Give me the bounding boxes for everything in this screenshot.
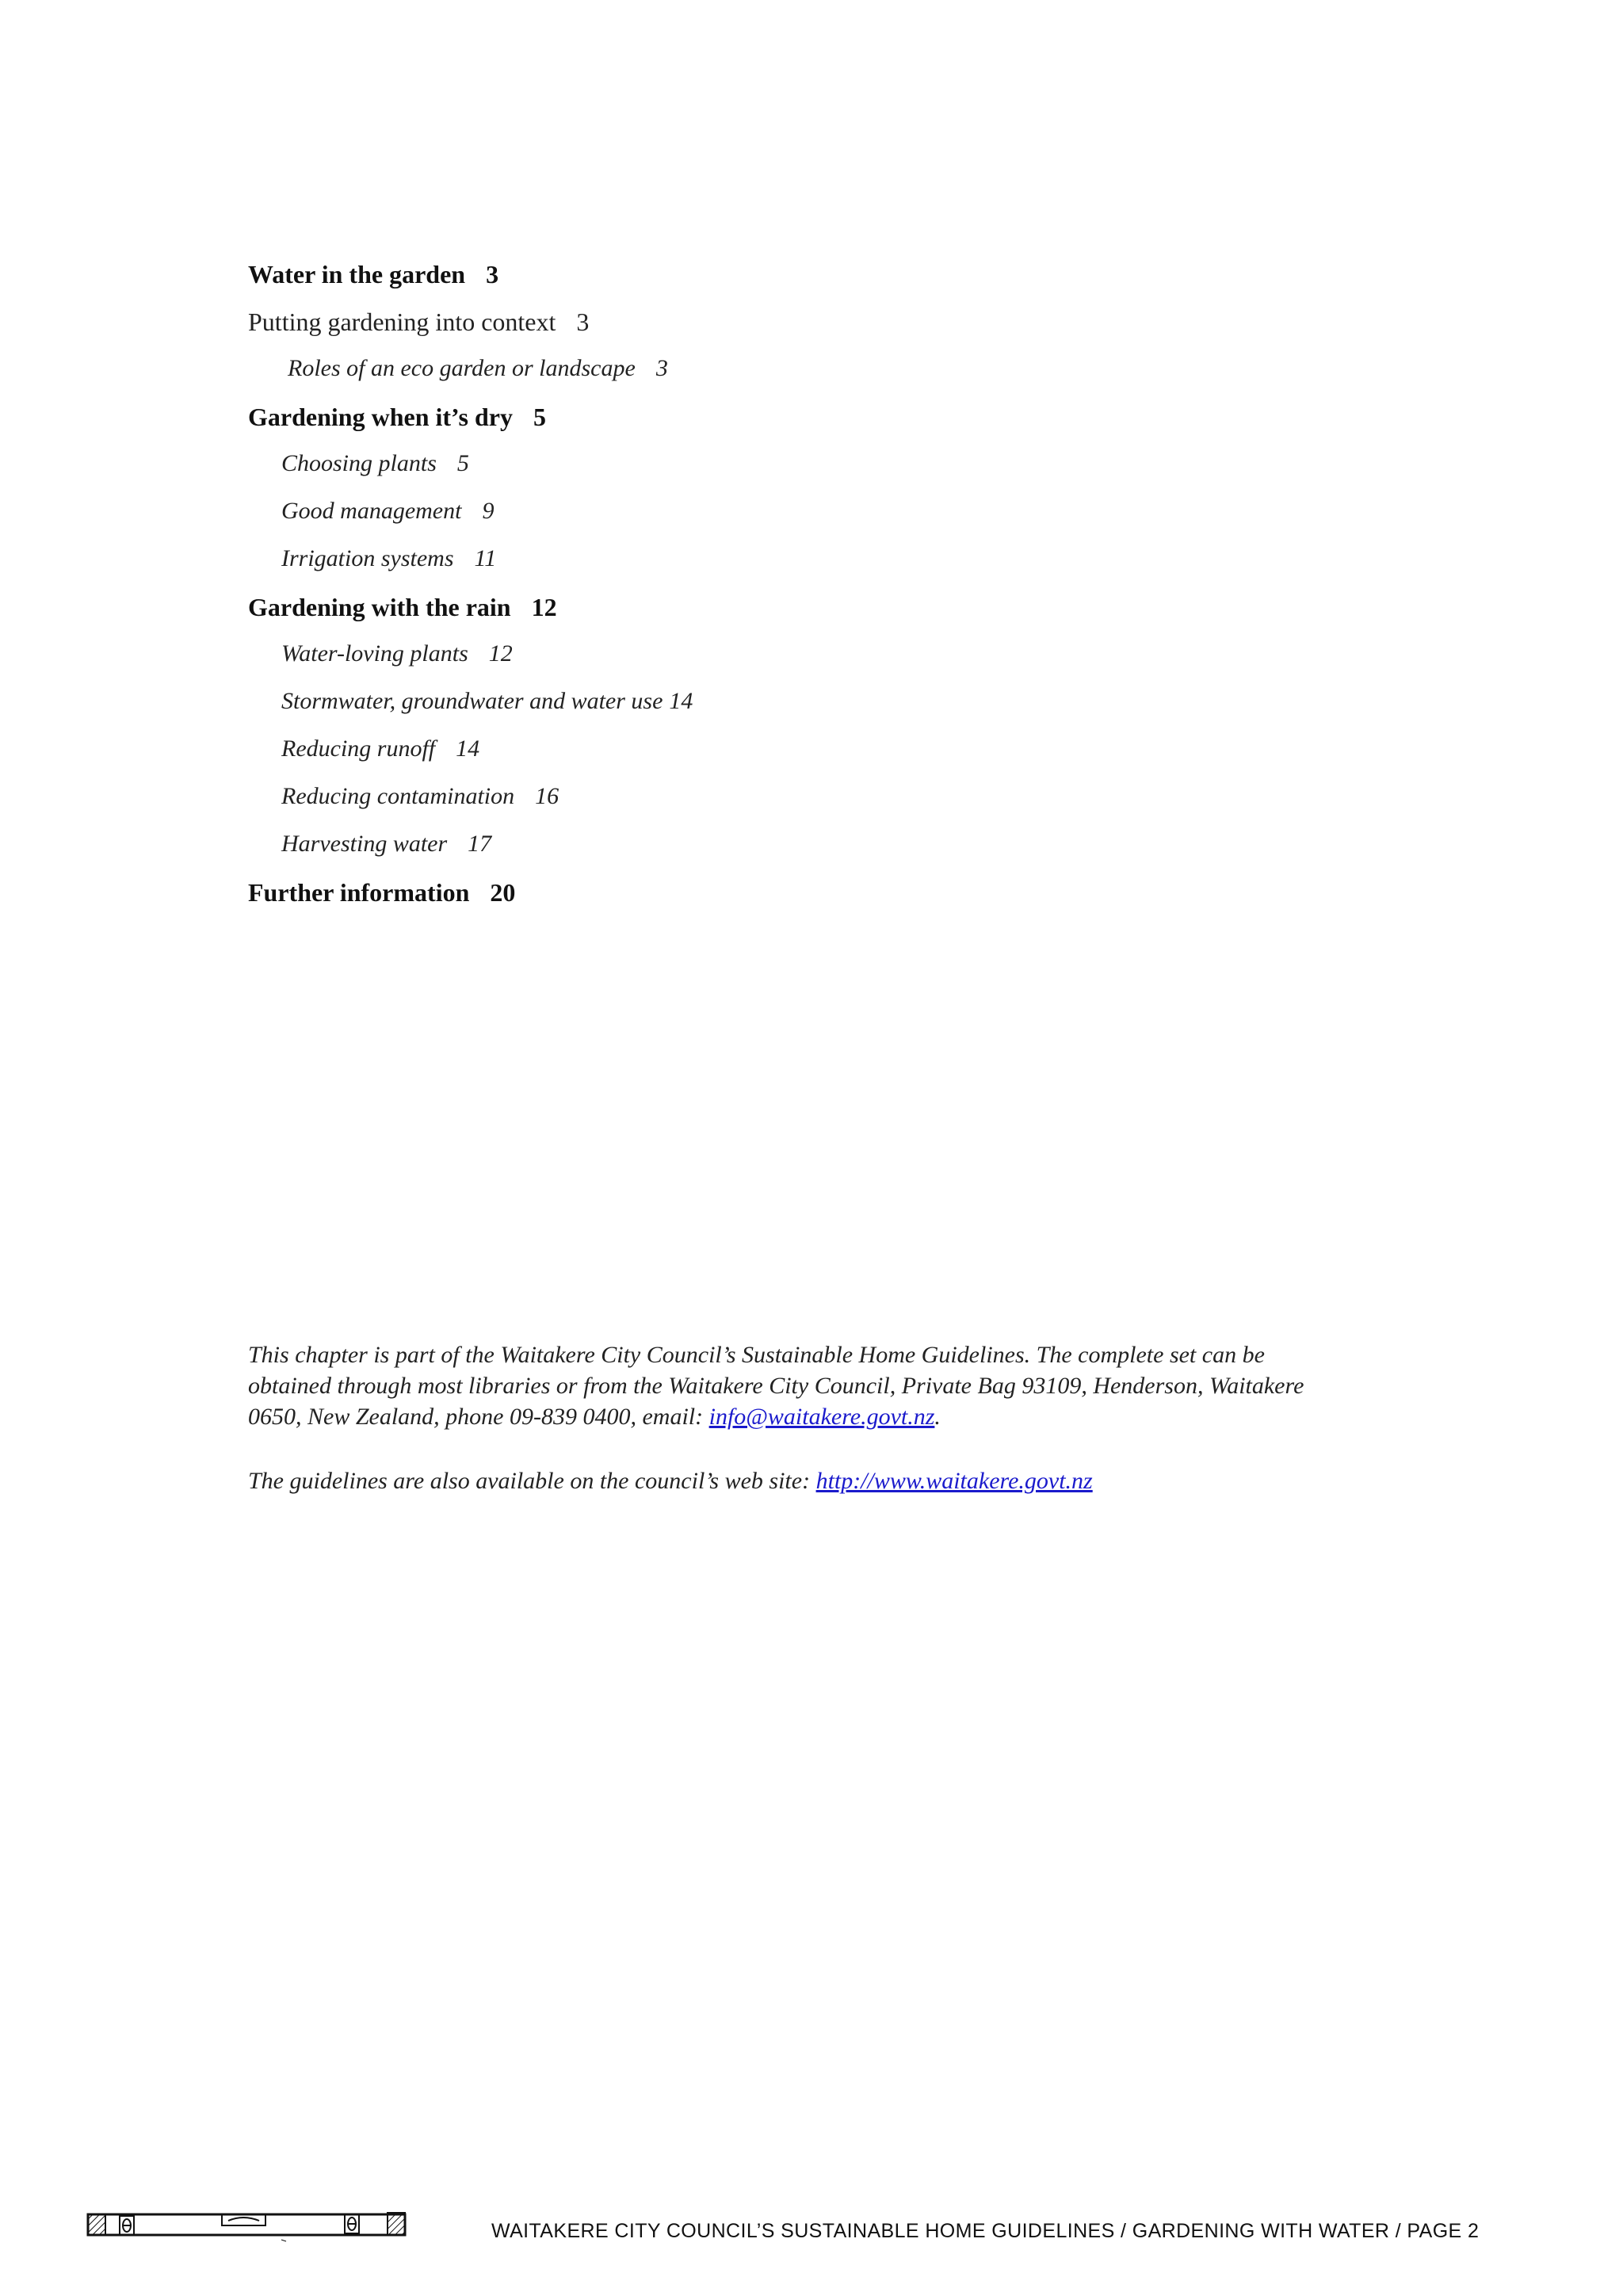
toc-entry-putting-gardening-into-context[interactable] bbox=[248, 309, 589, 334]
toc-page-number: 5 bbox=[533, 403, 546, 431]
toc-title: Irrigation systems bbox=[281, 545, 454, 571]
toc-title: Harvesting water bbox=[281, 831, 448, 857]
availability-note-text: This chapter is part of the Waitakere City Council’s Sustainable Home Guidelines. The complete set can be obtained through most libraries or from the Waitakere City Council, Private Bag 93109, Henderson, Waitakere 0650, New Zealand, phone 09-839 0400, email: bbox=[248, 1342, 1304, 1430]
toc-page-number: 16 bbox=[535, 783, 559, 809]
toc-page-number: 3 bbox=[655, 355, 668, 381]
toc-entry-roles-of-an-eco-garden[interactable] bbox=[288, 357, 668, 380]
toc-title: Choosing plants bbox=[281, 450, 437, 476]
toc-page-number: 3 bbox=[486, 260, 499, 288]
toc-page-number: 14 bbox=[669, 688, 693, 714]
spirit-level-sketch-icon bbox=[83, 2203, 416, 2251]
website-note bbox=[248, 1465, 1334, 1496]
toc-page-number: 9 bbox=[482, 498, 495, 524]
toc-title: Roles of an eco garden or landscape bbox=[288, 355, 636, 381]
toc-page-number: 5 bbox=[456, 450, 469, 476]
toc-entry-gardening-with-the-rain[interactable] bbox=[248, 594, 557, 620]
toc-title: Gardening with the rain bbox=[248, 593, 511, 621]
toc-page-number: 17 bbox=[468, 831, 492, 857]
availability-note-end: . bbox=[934, 1404, 941, 1430]
toc-title: Gardening when it’s dry bbox=[248, 403, 513, 431]
toc-page-number: 14 bbox=[456, 735, 480, 762]
toc-entry-reducing-runoff[interactable] bbox=[281, 737, 479, 761]
toc-title: Reducing runoff bbox=[281, 735, 436, 762]
toc-entry-gardening-when-dry[interactable] bbox=[248, 404, 546, 430]
toc-title: Stormwater, groundwater and water use bbox=[281, 688, 663, 714]
toc-title: Putting gardening into context bbox=[248, 308, 556, 336]
toc-page-number: 12 bbox=[531, 593, 557, 621]
toc-title: Good management bbox=[281, 498, 462, 524]
toc-entry-reducing-contamination[interactable] bbox=[281, 785, 559, 808]
toc-page-number: 20 bbox=[490, 878, 516, 907]
toc-page-number: 12 bbox=[488, 640, 513, 667]
toc-entry-choosing-plants[interactable] bbox=[281, 452, 469, 476]
toc-entry-good-management[interactable] bbox=[281, 499, 494, 523]
toc-entry-further-information[interactable] bbox=[248, 880, 515, 905]
toc-title: Water in the garden bbox=[248, 260, 466, 288]
toc-page-number: 11 bbox=[474, 545, 497, 571]
page-footer: WAITAKERE CITY COUNCIL’S SUSTAINABLE HOME GUIDELINES / GARDENING WITH WATER / PAGE 2 bbox=[491, 2220, 1480, 2242]
toc-page-number: 3 bbox=[576, 308, 590, 336]
email-link[interactable]: info@waitakere.govt.nz bbox=[708, 1404, 935, 1430]
toc-title: Reducing contamination bbox=[281, 783, 515, 809]
toc-title: Further information bbox=[248, 878, 470, 907]
toc-entry-harvesting-water[interactable] bbox=[281, 832, 491, 856]
website-link[interactable]: http://www.waitakere.govt.nz bbox=[815, 1468, 1093, 1494]
toc-entry-water-in-the-garden[interactable] bbox=[248, 262, 498, 287]
toc-entry-irrigation-systems[interactable] bbox=[281, 547, 496, 571]
toc-entry-water-loving-plants[interactable] bbox=[281, 642, 513, 666]
availability-note bbox=[248, 1339, 1334, 1432]
toc-entry-stormwater[interactable] bbox=[281, 690, 693, 713]
website-note-text: The guidelines are also available on the council’s web site: bbox=[248, 1468, 816, 1494]
toc-title: Water-loving plants bbox=[281, 640, 468, 667]
